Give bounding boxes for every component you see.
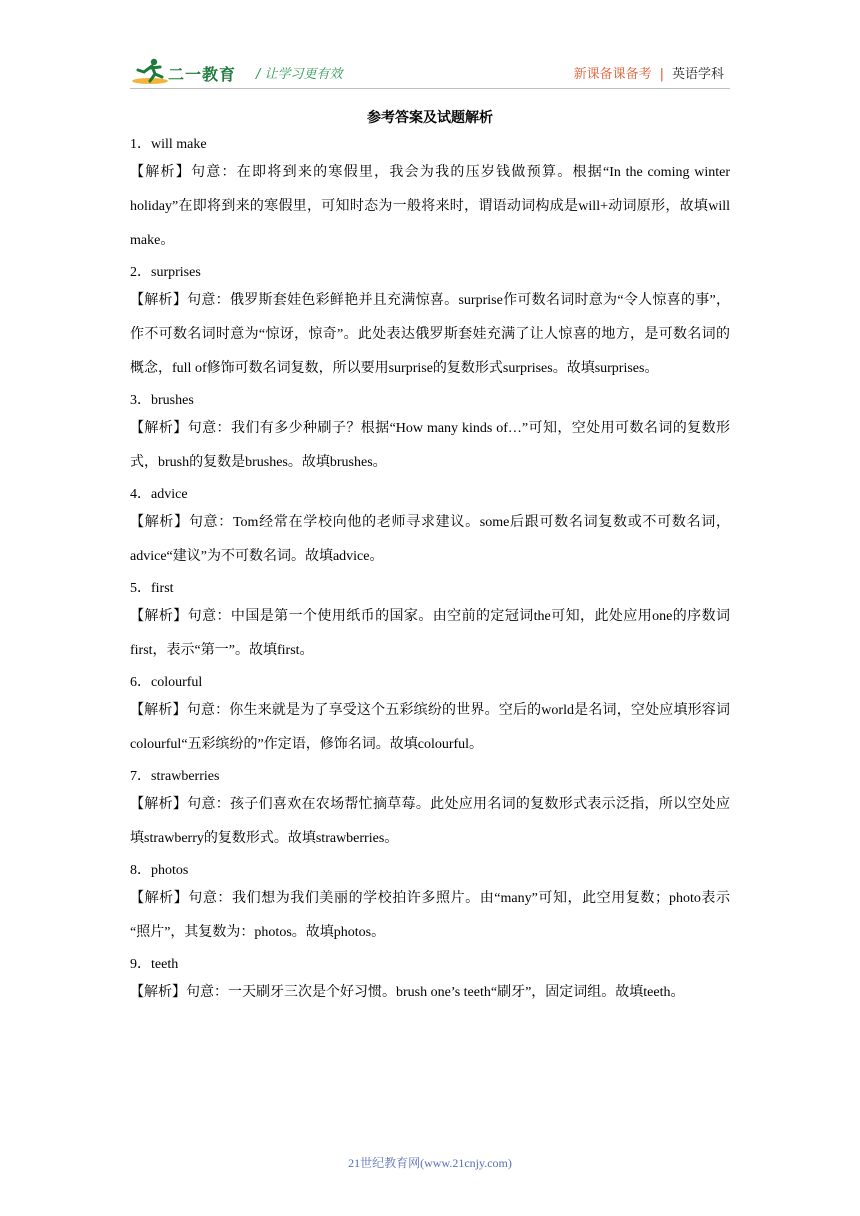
analysis-text: 【解析】句意：你生来就是为了享受这个五彩缤纷的世界。空后的world是名词，空处应填形容词colourful“五彩缤纷的”作定语，修饰名词。故填colourful。 [130,703,730,752]
answer-item [130,484,730,574]
answer-item [130,262,730,386]
analysis-text: 【解析】句意：我们有多少种刷子？根据“How many kinds of…”可知，空处用可数名词的复数形式，brush的复数是brushes。故填brushes。 [130,421,730,470]
answer-list [130,134,730,1014]
answer-line: 3．brushes [130,393,194,408]
page-footer: 21世纪教育网(www.21cnjy.com) [348,1156,512,1170]
brand-name: 二一教育 [168,65,237,84]
answer-line: 4．advice [130,487,188,502]
answer-item [130,766,730,856]
header-right [574,63,724,82]
analysis-text: 【解析】句意：我们想为我们美丽的学校拍许多照片。由“many”可知，此空用复数；photo表示 “照片”，其复数为：photos。故填photos。 [130,891,730,940]
analysis-text: 【解析】句意：孩子们喜欢在农场帮忙摘草莓。此处应用名词的复数形式表示泛指，所以空处应填strawberry的复数形式。故填strawberries。 [130,797,730,846]
answer-item [130,954,730,1010]
answer-line: 2．surprises [130,265,201,280]
header-separator: | [659,67,664,82]
answer-line: 7．strawberries [130,769,220,784]
answer-item [130,860,730,950]
answer-line: 9．teeth [130,957,179,972]
slogan: / 让学习更有效 [256,67,343,82]
analysis-text: 【解析】句意：Tom经常在学校向他的老师寻求建议。some后跟可数名词复数或不可数名词，advice“建议”为不可数名词。故填advice。 [130,515,730,564]
answer-line: 5．first [130,581,174,596]
answer-item [130,134,730,258]
answer-item [130,672,730,762]
answer-line: 8．photos [130,863,189,878]
analysis-text: 【解析】句意：在即将到来的寒假里，我会为我的压岁钱做预算。根据“In the coming winter holiday”在即将到来的寒假里，可知时态为一般将来时，谓语动词构成是will+动词原形，故填will make。 [130,165,730,248]
analysis-text: 【解析】句意：俄罗斯套娃色彩鲜艳并且充满惊喜。surprise作可数名词时意为“令人惊喜的事”，作不可数名词时意为“惊讶，惊奇”。此处表达俄罗斯套娃充满了让人惊喜的地方，是可数名词的概念，full of修饰可数名词复数，所以要用surprise的复数形式surprises。故填surprises。 [130,293,730,376]
answer-item [130,390,730,480]
analysis-text: 【解析】句意：一天刷牙三次是个好习惯。brush one’s teeth“刷牙”，固定词组。故填teeth。 [130,985,685,1000]
header-divider [130,88,730,89]
answer-item [130,578,730,668]
page-header [130,55,730,89]
page-title: 参考答案及试题解析 [367,111,493,126]
analysis-text: 【解析】句意：中国是第一个使用纸币的国家。由空前的定冠词the可知，此处应用one的序数词first，表示“第一”。故填first。 [130,609,730,658]
header-subject-label: 英语学科 [671,67,724,82]
answer-line: 6．colourful [130,675,203,690]
answer-line: 1．will make [130,137,207,152]
header-course-label: 新课备课备考 [573,67,652,82]
